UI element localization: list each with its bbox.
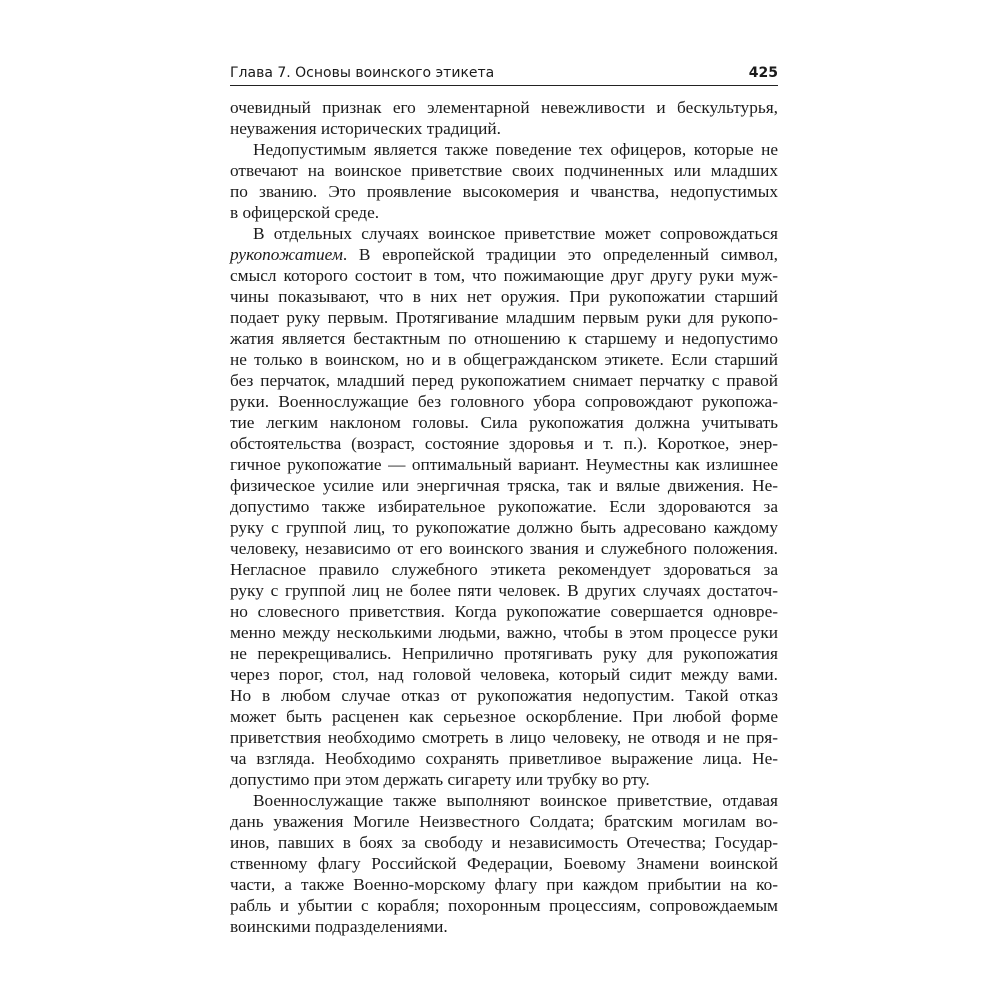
text-line: без перчаток, младший перед рукопожатием снимает перчатку с правой — [230, 371, 778, 390]
header-rule — [230, 85, 778, 86]
paragraph-1 — [230, 97, 778, 139]
running-head — [230, 63, 778, 85]
text-line: В отдельных случаях воинское приветствие может сопровождаться — [253, 224, 778, 243]
text-line: физическое усилие или энергичная тряска, так и вялые движения. Не- — [230, 476, 778, 495]
text-line: не только в воинском, но и в общегражданском этикете. Если старший — [230, 350, 778, 369]
text-line: смысл которого состоит в том, что пожимающие друг другу руки муж- — [230, 266, 778, 285]
text-line: жатия является бестактным по отношению к старшему и недопустимо — [230, 329, 778, 348]
text-line: очевидный признак его элементарной невежливости и бескультурья, — [230, 98, 778, 117]
text-line: допустимо при этом держать сигарету или трубку во рту. — [230, 770, 650, 789]
text-line: рабль и убытии с корабля; похоронным процессиям, сопровождаемым — [230, 896, 778, 915]
text-line: в офицерской среде. — [230, 203, 380, 222]
text-line: инов, павших в боях за свободу и независимость Отечества; Государ- — [230, 833, 778, 852]
paragraph-4 — [230, 790, 778, 937]
text-line: Военнослужащие также выполняют воинское приветствие, отдавая — [253, 791, 778, 810]
body-text — [230, 97, 778, 937]
text-line: может быть расценен как серьезное оскорбление. При любой форме — [230, 707, 778, 726]
italic-term: рукопожатием — [230, 245, 343, 264]
text-line: руку с группой лиц, то рукопожатие должно быть адресовано каждому — [230, 518, 778, 537]
text-line: не перекрещивались. Неприлично протягивать руку для рукопожатия — [230, 644, 778, 663]
text-line: дань уважения Могиле Неизвестного Солдата; братским могилам во- — [230, 812, 778, 831]
text-line: тие легким наклоном головы. Сила рукопожатия должна учитывать — [230, 413, 778, 432]
text-line: руки. Военнослужащие без головного убора сопровождают рукопожа- — [230, 392, 778, 411]
text-line: Но в любом случае отказ от рукопожатия недопустим. Такой отказ — [230, 686, 778, 705]
text-line: воинскими подразделениями. — [230, 917, 448, 936]
paragraph-2 — [230, 139, 778, 223]
text-line: неуважения исторических традиций. — [230, 119, 501, 138]
text-line: Негласное правило служебного этикета рекомендует здороваться за — [230, 560, 778, 579]
text-line: человеку, независимо от его воинского звания и служебного положения. — [230, 539, 778, 558]
text-line: чины показывают, что в них нет оружия. При рукопожатии старший — [230, 287, 778, 306]
text-line: приветствия необходимо смотреть в лицо человеку, не отводя и не пря- — [230, 728, 778, 747]
text-line: части, а также Военно-морскому флагу при каждом прибытии на ко- — [230, 875, 778, 894]
text-line: подает руку первым. Протягивание младшим первым руки для рукопо- — [230, 308, 778, 327]
text-line-with-term — [230, 244, 778, 265]
text-line: обстоятельства (возраст, состояние здоровья и т. п.). Короткое, энер- — [230, 434, 778, 453]
text-line: ственному флагу Российской Федерации, Боевому Знамени воинской — [230, 854, 778, 873]
text-line: руку с группой лиц не более пяти человек. В других случаях достаточ- — [230, 581, 778, 600]
text-line: гичное рукопожатие — оптимальный вариант. Неуместны как излишнее — [230, 455, 778, 474]
text-line: через порог, стол, над головой человека, который сидит между вами. — [230, 665, 778, 684]
text-line: допустимо также избирательное рукопожатие. Если здороваются за — [230, 497, 778, 516]
text-line: отвечают на воинское приветствие своих подчиненных или младших — [230, 161, 778, 180]
chapter-title: Глава 7. Основы воинского этикета — [230, 65, 495, 81]
text-line: Недопустимым является также поведение тех офицеров, которые не — [253, 140, 778, 159]
text-line: но словесного приветствия. Когда рукопожатие совершается одновре- — [230, 602, 778, 621]
page-number: 425 — [748, 65, 778, 81]
text-line: ча взгляда. Необходимо сохранять приветливое выражение лица. Не- — [230, 749, 778, 768]
paragraph-3 — [230, 223, 778, 790]
text-line: по званию. Это проявление высокомерия и чванства, недопустимых — [230, 182, 778, 201]
term-line-tail: . В европейской традиции это определенный символ, — [342, 245, 778, 264]
text-line: менно между несколькими людьми, важно, чтобы в этом процессе руки — [230, 623, 778, 642]
